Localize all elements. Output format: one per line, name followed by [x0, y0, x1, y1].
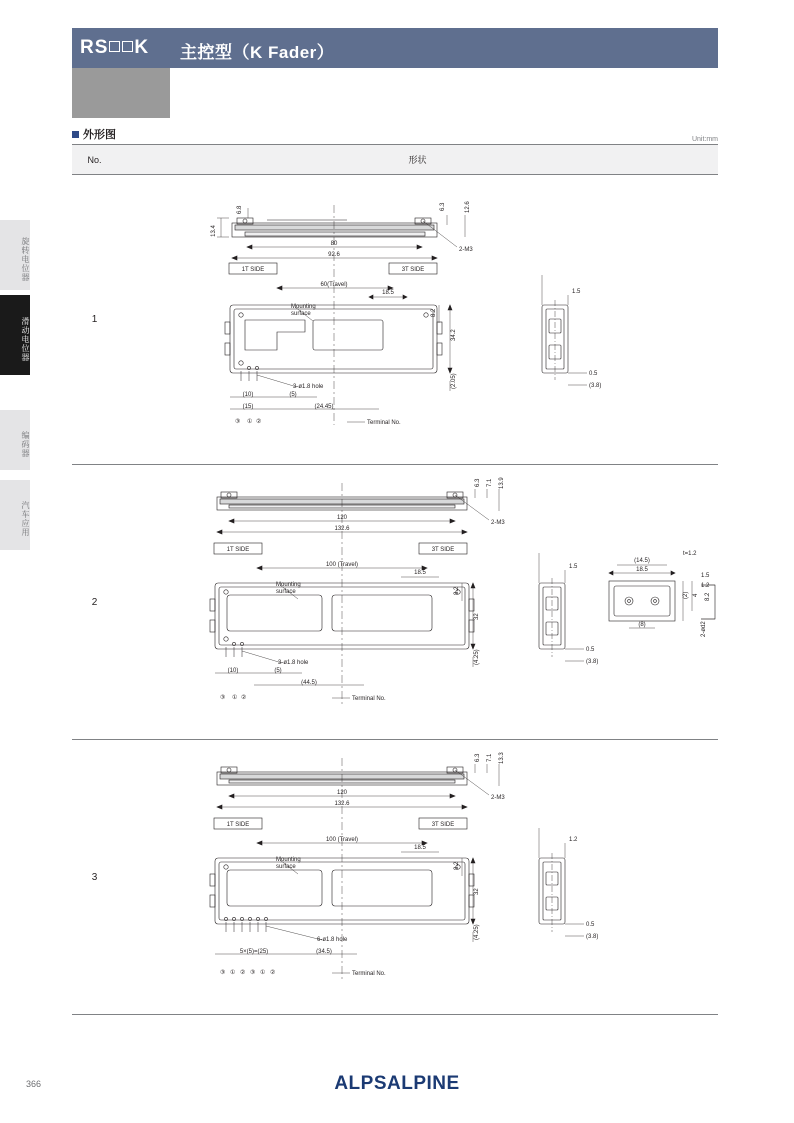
dim-13-3: 13.3	[499, 752, 505, 764]
placeholder-square-icon	[122, 41, 133, 52]
terminal-1: ①	[230, 970, 236, 976]
dim-10: (10)	[227, 668, 239, 674]
label-mounting-2: surface	[291, 311, 311, 317]
dim-travel: 60(Travel)	[320, 282, 348, 288]
dim-13-9: 13.9	[499, 477, 505, 489]
dim-80: 80	[330, 241, 338, 247]
tag-1t-side: 1T SIDE	[226, 547, 250, 553]
row-drawing-cell	[117, 740, 718, 1015]
row-no: 3	[72, 740, 117, 1015]
dim-travel: 100 (Travel)	[325, 837, 359, 843]
dim-7-1: 7.1	[487, 753, 493, 762]
label-mounting-1: Mounting	[291, 304, 316, 310]
label-terminal-no: Terminal No.	[352, 696, 386, 702]
dim-6-3: 6.3	[475, 478, 481, 487]
dim-7-1: 7.1	[487, 478, 493, 487]
dim-10: (10)	[242, 392, 254, 398]
dim-1-2: 1.2	[701, 583, 710, 589]
terminal-3b: ③	[250, 970, 256, 976]
label-terminal-no: Terminal No.	[352, 971, 386, 977]
dim-6-3: 6.3	[440, 202, 446, 211]
dim-2-05: (2.05)	[451, 373, 457, 389]
dim-6-8: 6.8	[237, 205, 243, 214]
dim-8-2: 8.2	[454, 861, 460, 870]
terminal-3: ③	[235, 419, 241, 425]
dim-5: (5)	[274, 668, 282, 674]
label-mounting-2: surface	[276, 864, 296, 870]
dim-8: (8)	[638, 622, 646, 628]
dim-1-5-b: 1.5	[701, 573, 710, 579]
drawing-3	[117, 740, 718, 1014]
dim-32: 32	[474, 613, 480, 620]
dim-3-8: (3.8)	[586, 934, 599, 940]
label-mounting-1: Mounting	[276, 857, 301, 863]
dim-32: 32	[474, 888, 480, 895]
row-drawing-cell	[117, 465, 718, 740]
unit-note: Unit:mm	[691, 136, 718, 143]
sidebar-item-slide[interactable]: 滑动电位器	[0, 295, 30, 375]
dim-3-8: (3.8)	[589, 383, 602, 389]
drawing-1	[117, 175, 718, 464]
dim-0-5: 0.5	[589, 371, 598, 377]
dim-0-5: 0.5	[586, 922, 595, 928]
sidebar-item-encoder[interactable]: 编码器	[0, 410, 30, 470]
label-hole: 6-ø1.8 hole	[317, 937, 348, 943]
tag-3t-side: 3T SIDE	[431, 822, 455, 828]
dim-travel: 100 (Travel)	[325, 562, 359, 568]
drawing-2	[117, 465, 718, 739]
dim-34-2: 34.2	[451, 329, 457, 341]
row-no: 1	[72, 175, 117, 465]
tag-3t-side: 3T SIDE	[431, 547, 455, 553]
table-header-row	[72, 145, 718, 175]
dim-5: (5)	[289, 392, 297, 398]
dim-5x5: 5×(5)=(25)	[239, 949, 269, 955]
page-title: 主控型（K Fader）	[180, 43, 335, 62]
label-thickness: t=1.2	[683, 551, 697, 557]
dim-92-6: 92.6	[328, 252, 340, 258]
terminal-2: ②	[241, 695, 247, 701]
dim-18-5: 18.5	[382, 290, 394, 296]
header-no: No.	[72, 145, 117, 175]
product-code	[80, 37, 149, 59]
dim-8-2-b: 8.2	[705, 592, 711, 601]
product-code-suffix: K	[134, 37, 150, 58]
dim-2: (2)	[683, 591, 689, 599]
row-drawing-cell	[117, 175, 718, 465]
label-hole: 3-ø1.8 hole	[278, 660, 309, 666]
page-number: 366	[26, 1079, 42, 1089]
table-row	[72, 175, 718, 465]
dim-4: 4	[693, 593, 699, 597]
dim-12-6: 12.6	[465, 201, 471, 213]
terminal-2b: ②	[270, 970, 276, 976]
label-mounting-2: surface	[276, 589, 296, 595]
dim-13-4: 13.4	[211, 225, 217, 237]
dim-44-5: (44.5)	[301, 680, 317, 686]
tag-1t-side: 1T SIDE	[241, 267, 265, 273]
dim-0-5: 0.5	[586, 647, 595, 653]
dim-2-d2: 2-ød2	[701, 621, 707, 637]
dim-2-m3: 2-M3	[491, 520, 505, 526]
terminal-3: ③	[220, 695, 226, 701]
sidebar-item-automotive[interactable]: 汽车应用	[0, 480, 30, 550]
terminal-1: ①	[247, 419, 253, 425]
dim-132-6: 132.6	[334, 801, 350, 807]
dim-1-5: 1.5	[572, 289, 581, 295]
dim-14-5: (14.5)	[634, 558, 650, 564]
dim-15: (15)	[242, 404, 254, 410]
terminal-2: ②	[256, 419, 262, 425]
label-mounting-1: Mounting	[276, 582, 301, 588]
brand-logo: ALPSALPINE	[334, 1073, 460, 1094]
sidebar-item-rotary[interactable]: 旋转电位器	[0, 220, 30, 290]
placeholder-square-icon	[109, 41, 120, 52]
dim-2-m3: 2-M3	[491, 795, 505, 801]
product-code-prefix: RS	[80, 37, 109, 58]
dim-18-5: 18.5	[414, 570, 426, 576]
bullet-square-icon	[72, 131, 79, 138]
dim-132-6: 132.6	[334, 526, 350, 532]
table-row	[72, 465, 718, 740]
dim-120: 120	[336, 515, 348, 521]
dim-120: 120	[336, 790, 348, 796]
terminal-3: ③	[220, 970, 226, 976]
section-title: 外形图	[83, 129, 116, 141]
header-shape: 形状	[117, 145, 718, 175]
dim-1-2: 1.2	[569, 837, 578, 843]
dim-8-2: 8.2	[454, 586, 460, 595]
dim-3-8: (3.8)	[586, 659, 599, 665]
dim-4-25: (4.25)	[474, 924, 480, 940]
terminal-2: ②	[240, 970, 246, 976]
table-row	[72, 740, 718, 1015]
header-band	[72, 28, 718, 68]
dim-24-45: (24.45)	[314, 404, 334, 410]
tag-3t-side: 3T SIDE	[401, 267, 425, 273]
dim-8-2: 8.2	[431, 308, 437, 317]
label-terminal-no: Terminal No.	[367, 420, 401, 426]
dim-4-25: (4.25)	[474, 649, 480, 665]
dim-18-5-b: 18.5	[636, 567, 648, 573]
tag-1t-side: 1T SIDE	[226, 822, 250, 828]
dim-1-5: 1.5	[569, 564, 578, 570]
dimension-table	[72, 144, 718, 1015]
dim-2-m3: 2-M3	[459, 247, 473, 253]
terminal-1: ①	[232, 695, 238, 701]
dim-18-5: 18.5	[414, 845, 426, 851]
label-hole: 3-ø1.8 hole	[293, 384, 324, 390]
row-no: 2	[72, 465, 117, 740]
dim-6-3: 6.3	[475, 753, 481, 762]
dim-34-5: (34.5)	[316, 949, 332, 955]
terminal-1b: ①	[260, 970, 266, 976]
